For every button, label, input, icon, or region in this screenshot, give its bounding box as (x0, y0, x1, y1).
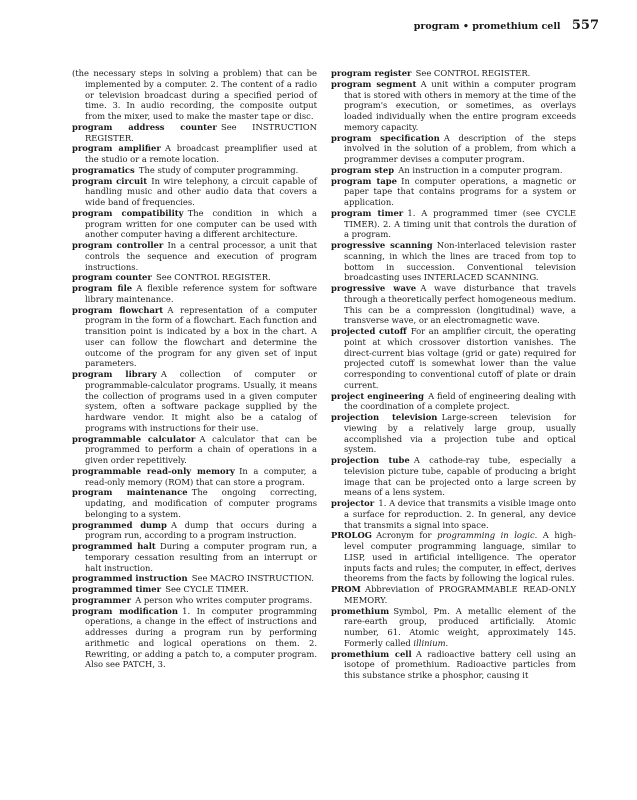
entry-definition: See CONTROL REGISTER. (415, 68, 531, 78)
dictionary-entry (72, 584, 317, 595)
entry-term: program step (331, 164, 395, 175)
page-number: 557 (571, 18, 599, 33)
entry-term: programmed halt (72, 541, 156, 551)
dictionary-entry (72, 122, 317, 144)
entry-term: projection television (331, 412, 438, 422)
entry-definition: A broadcast preamplifier used at the studio or a remote location. (85, 143, 317, 164)
entry-term: program modification (72, 605, 178, 616)
entry-definition: See CYCLE TIMER. (165, 584, 249, 594)
entry-definition: A radioactive battery cell using an isotope of promethium. Radioactive particles from this substance strike a phosphor, causing it (344, 648, 576, 680)
entry-definition: A high-level computer programming language, similar to LISP, used in artificial intelligence. The operator inputs facts and rules; the computer, in effect, derives theorems from the facts by following the logical rules. (344, 530, 576, 584)
entry-definition: A collection of computer or programmable-calculator programs. Usually, it means the collection of programs used in a given computer system, often a software package supplied by the hardware vendor. It might also be a catalog of programs with instructions for their use. (85, 369, 318, 433)
entry-term: projection tube (331, 455, 410, 465)
entry-definition: 1. In computer programming operations, a change in the effect of instructions and addresses during a program run by performing arithmetic and logical operations on them. 2. Rewriting, or adding a patch to, a computer program. Also see PATCH, 3. (85, 605, 317, 670)
dictionary-entry (331, 584, 576, 606)
entry-term: program flowchart (72, 304, 164, 315)
entry-term: program controller (72, 240, 164, 250)
entry-term: projector (331, 498, 375, 508)
entry-definition: See INSTRUCTION REGISTER. (85, 121, 317, 143)
dictionary-entry (72, 176, 317, 208)
dictionary-entry (72, 240, 317, 272)
dictionary-entry (72, 520, 317, 542)
entry-definition: 1. A device that transmits a visible image onto a surface for reproduction. 2. In general, any device that transmits a signal into space. (344, 498, 576, 530)
dictionary-entry (72, 487, 317, 519)
dictionary-entry (331, 133, 576, 165)
entry-term: programmed timer (72, 584, 162, 594)
entry-definition: A description of the steps involved in the solution of a problem, from which a programmer devises a computer program. (344, 132, 576, 164)
dictionary-entry (331, 498, 576, 530)
entry-term: promethium (331, 605, 390, 616)
dictionary-entry (331, 649, 576, 681)
entry-definition: In computer operations, a magnetic or paper tape that contains programs for a system or application. (344, 175, 577, 207)
entry-term: program compatibility (72, 207, 184, 218)
entry-definition: Abbreviation of PROGRAMMABLE READ-ONLY MEMORY. (344, 584, 576, 605)
entry-definition: The study of computer programming. (138, 164, 299, 175)
dictionary-entry (72, 272, 317, 283)
dictionary-entry (331, 240, 576, 283)
dictionary-entry (72, 573, 317, 584)
left-column (72, 68, 317, 670)
entry-definition: A person who writes computer programs. (135, 594, 313, 605)
entry-definition: A representation of a computer program in the form of a flowchart. Each function and transition point is indicated by a box in the chart. A user can follow the flowchart and determine the outcome of the program for any given set of input parameters. (85, 304, 318, 369)
entry-definition: A wave disturbance that travels through a theoretically perfect homogeneous medium. This can be a compression (longitudinal) wave, a transverse wave, or an electromagnetic wave. (344, 283, 577, 326)
entry-term: programmer (72, 594, 132, 605)
entry-term: program circuit (72, 175, 148, 186)
dictionary-entry (331, 283, 576, 326)
entry-term: progressive scanning (331, 240, 433, 250)
dictionary-entry (331, 176, 576, 208)
running-header (414, 18, 599, 33)
dictionary-entry (331, 208, 576, 240)
entry-definition: During a computer program run, a temporary cessation resulting from an interrupt or halt instruction. (85, 541, 317, 573)
entry-definition: 1. A programmed timer (see CYCLE TIMER). 2. A timing unit that controls the duration of a program. (344, 207, 576, 240)
dictionary-entry (72, 434, 317, 466)
entry-term: promethium cell (331, 648, 412, 659)
entry-term: programmed dump (72, 519, 167, 530)
entry-definition: In a central processor, a unit that controls the sequence and execution of program instructions. (85, 240, 317, 272)
header-title: program • promethium cell (413, 21, 561, 32)
entry-term: PROLOG (331, 530, 372, 541)
entry-term: program file (72, 283, 133, 293)
entry-definition: The ongoing correcting, updating, and modification of computer programs belonging to a system. (85, 487, 317, 519)
dictionary-entry (331, 530, 576, 584)
dictionary-entry (331, 606, 576, 649)
dictionary-entry (331, 326, 576, 391)
entry-definition: A flexible reference system for software library maintenance. (85, 283, 317, 304)
dictionary-entry (331, 79, 576, 133)
entry-term: program timer (331, 207, 404, 218)
dictionary-entry (72, 143, 317, 165)
dictionary-entry (331, 165, 576, 176)
entry-definition: The condition in which a program written for one computer can be used with another computer having a different architecture. (85, 207, 318, 240)
entry-term: progressive wave (331, 283, 417, 293)
entry-definition: A calculator that can be programmed to perform a chain of operations in a given order repetitively. (85, 433, 317, 465)
entry-definition: See CONTROL REGISTER. (156, 272, 271, 283)
dictionary-entry (72, 595, 317, 606)
entry-term: project engineering (331, 390, 424, 401)
entry-term: programatics (72, 164, 135, 175)
entry-definition: In a computer, a read-only memory (ROM) that can store a program. (85, 465, 317, 487)
dictionary-entry (72, 165, 317, 176)
entry-term: program specification (331, 132, 440, 143)
entry-term: programmed instruction (72, 573, 188, 584)
entry-term: program segment (331, 78, 417, 89)
entry-term: program register (331, 68, 412, 78)
entry-definition: A field of engineering dealing with the coordination of a complete project. (344, 390, 577, 412)
entry-definition: An instruction in a computer program. (398, 164, 563, 175)
dictionary-entry (331, 455, 576, 498)
entry-definition: In wire telephony, a circuit capable of handling music and other audio data that covers a wide band of frequencies. (85, 175, 317, 207)
entry-term: projected cutoff (331, 326, 407, 336)
dictionary-entry (72, 68, 317, 122)
entry-term: programmable calculator (72, 433, 196, 444)
entry-italic-term: programming in logic. (437, 530, 538, 541)
entry-definition: A unit within a computer program that is stored with others in memory at the time of the program's execution, or sometimes, as overlays loaded individually when the entire program exceeds memory capacity. (344, 78, 577, 132)
entry-definition: Symbol, Pm. A metallic element of the rare-earth group, produced artificially. Atomic number, 61. Atomic weight, approximately 145. Formerly called (344, 605, 576, 648)
entry-definition: (the necessary steps in solving a problem) that can be implemented by a computer. 2. The content of a radio or television broadcast during a specified period of time. 3. In audio recording, the composite output from the mixer, used to make the master tape or disc. (72, 68, 317, 121)
entry-italic-term: illinium. (413, 637, 449, 648)
dictionary-entry (72, 305, 317, 370)
entry-definition: A dump that occurs during a program run, according to a program instruction. (85, 519, 317, 541)
dictionary-entry (331, 68, 576, 79)
entry-term: program address counter (72, 121, 217, 132)
entry-term: PROM (331, 584, 361, 594)
dictionary-entry (331, 391, 576, 413)
dictionary-entry (331, 412, 576, 455)
dictionary-entry (72, 283, 317, 305)
entry-definition: Non-interlaced television raster scanning, in which the lines are traced from top to bottom in succession. Conventional television broadcasting uses INTERLACED SCANNING. (344, 240, 576, 283)
entry-definition: See MACRO INSTRUCTION. (191, 573, 314, 584)
entry-term: programmable read-only memory (72, 465, 235, 476)
dictionary-entry (72, 466, 317, 488)
entry-term: program maintenance (72, 487, 188, 498)
entry-term: program library (72, 369, 157, 379)
dictionary-entry (72, 208, 317, 240)
right-column (331, 68, 576, 681)
entry-definition: Large-screen television for viewing by a relatively large group, usually accomplished via a projection tube and optical system. (344, 412, 576, 455)
entry-term: program amplifier (72, 143, 161, 154)
dictionary-entry (72, 541, 317, 573)
dictionary-entry (72, 369, 317, 434)
entry-definition: Acronym for (376, 530, 438, 541)
entry-definition: For an amplifier circuit, the operating point at which crossover distortion vanishes. The direct-current bias voltage (grid or gate) required for projected cutoff is somewhat lower than the value corresponding to conventional cutoff of plate or drain current. (344, 326, 576, 390)
dictionary-entry (72, 606, 317, 671)
entry-definition: A cathode-ray tube, especially a television picture tube, capable of producing a bright image that can be projected onto a large screen by means of a lens system. (344, 455, 576, 498)
entry-term: program tape (331, 175, 397, 186)
entry-term: program counter (72, 272, 152, 283)
